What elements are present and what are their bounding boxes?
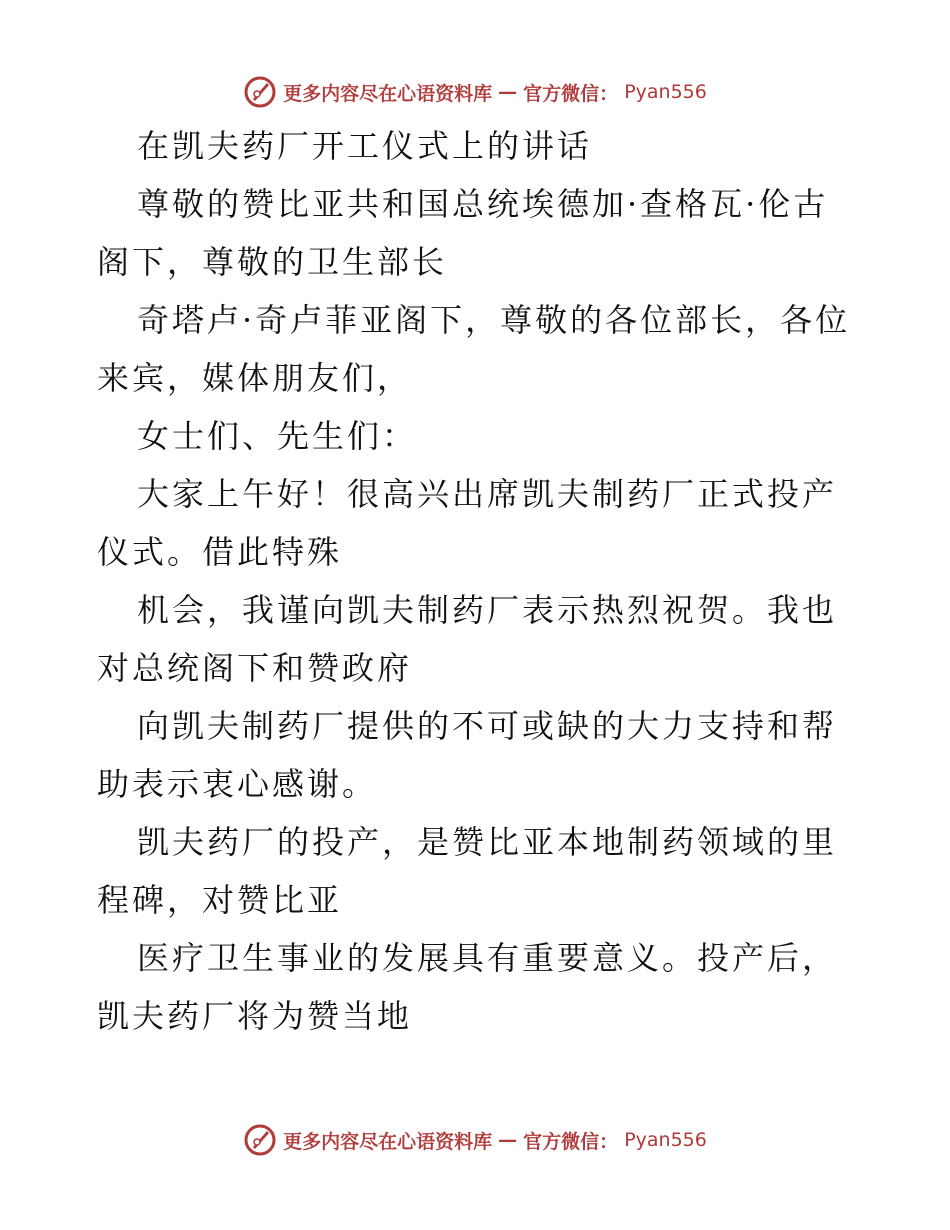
quill-pen-logo-icon: [243, 1123, 277, 1157]
paragraph: 奇塔卢·奇卢菲亚阁下，尊敬的各位部长，各位来宾，媒体朋友们，: [97, 301, 851, 397]
document-title: 在凯夫药厂开工仪式上的讲话: [137, 127, 593, 165]
paragraph: 女士们、先生们：: [137, 417, 418, 455]
paragraph: 尊敬的赞比亚共和国总统埃德加·查格瓦·伦古阁下，尊敬的卫生部长: [97, 185, 829, 281]
paragraph: 大家上午好！很高兴出席凯夫制药厂正式投产仪式。借此特殊: [97, 475, 838, 571]
paragraph: 凯夫药厂的投产，是赞比亚本地制药领域的里程碑，对赞比亚: [97, 823, 838, 919]
wechat-label: 官方微信：: [523, 1130, 619, 1153]
wechat-id: Pyan556: [624, 1129, 707, 1151]
promo-text: 更多内容尽在心语资料库: [283, 1130, 493, 1153]
quill-pen-logo-icon: [243, 75, 277, 109]
paragraph: 机会，我谨向凯夫制药厂表示热烈祝贺。我也对总统阁下和赞政府: [97, 591, 838, 687]
promo-text: 更多内容尽在心语资料库: [283, 82, 493, 105]
wechat-id: Pyan556: [624, 81, 707, 103]
wechat-label: 官方微信：: [523, 82, 619, 105]
paragraph: 向凯夫制药厂提供的不可或缺的大力支持和帮助表示衷心感谢。: [97, 707, 838, 803]
promo-dash: —: [498, 81, 518, 103]
footer-banner: [0, 1120, 950, 1160]
header-banner: [0, 72, 950, 112]
document-body: [97, 117, 857, 1045]
promo-dash: —: [498, 1129, 518, 1151]
paragraph: 医疗卫生事业的发展具有重要意义。投产后，凯夫药厂将为赞当地: [97, 939, 838, 1035]
